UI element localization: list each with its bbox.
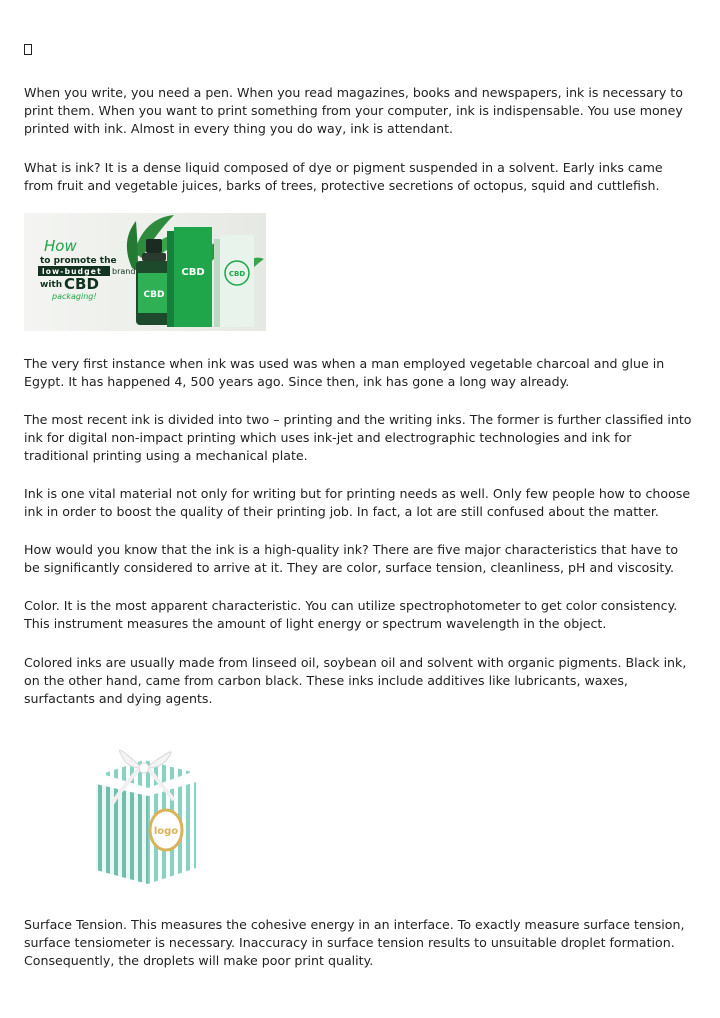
- bottle-label: CBD: [143, 290, 165, 300]
- paragraph-4: The most recent ink is divided into two – printing and the writing inks. The former is further classified into ink for digital non-impact printing which uses ink-jet and electrographic technologies and ink for traditional printing using a mechanical plate.: [24, 412, 692, 463]
- paragraph-2: What is ink? It is a dense liquid composed of dye or pigment suspended in a solvent. Early inks came from fruit and vegetable juices, barks of trees, protective secretions of octopus, squid and cuttlefish.: [24, 160, 663, 193]
- banner-low-budget: low-budget: [42, 267, 102, 276]
- banner-how: How: [44, 237, 77, 255]
- cbd-packaging-image: [24, 213, 266, 331]
- paragraph-9: Surface Tension. This measures the cohesive energy in an interface. To exactly measure surface tension, surface tensiometer is necessary. Inaccuracy in surface tension results to unsuitable droplet formation. Consequently, the droplets will make poor print quality.: [24, 917, 685, 968]
- paragraph-6: How would you know that the ink is a high-quality ink? There are five major characteristics that have to be significantly considered to arrive at it. They are color, surface tension, cleanliness, pH and viscosity.: [24, 542, 679, 575]
- box-label: CBD: [181, 267, 205, 278]
- banner-brand: brand: [112, 267, 136, 276]
- gift-box-image: [82, 738, 208, 888]
- paragraph-1: When you write, you need a pen. When you read magazines, books and newspapers, ink is necessary to print them. When you want to print something from your computer, ink is indispensable. You use money printed with ink. Almost in every thing you do way, ink is attendant.: [24, 85, 683, 136]
- paragraph-7: Color. It is the most apparent characteristic. You can utilize spectrophotometer to get color consistency. This instrument measures the amount of light energy or spectrum wavelength in the object.: [24, 598, 678, 631]
- banner-promote: to promote the: [40, 256, 117, 266]
- paragraph-3: The very first instance when ink was used was when a man employed vegetable charcoal and glue in Egypt. It has happened 4, 500 years ago. Since then, ink has gone a long way already.: [24, 356, 665, 389]
- paragraph-8: Colored inks are usually made from linseed oil, soybean oil and solvent with organic pigments. Black ink, on the other hand, came from carbon black. These inks include additives like lubricants, waxes, surfactants and dying agents.: [24, 655, 687, 706]
- banner-cbd: CBD: [64, 275, 99, 293]
- banner-packaging: packaging!: [52, 292, 97, 301]
- missing-glyph-icon: [24, 44, 32, 55]
- paragraph-5: Ink is one vital material not only for writing but for printing needs as well. Only few people how to choose ink in order to boost the quality of their printing job. In fact, a lot are still confused about the matter.: [24, 486, 691, 519]
- banner-with: with: [40, 280, 63, 290]
- badge-label: logo: [153, 826, 179, 837]
- box2-label: CBD: [228, 270, 246, 278]
